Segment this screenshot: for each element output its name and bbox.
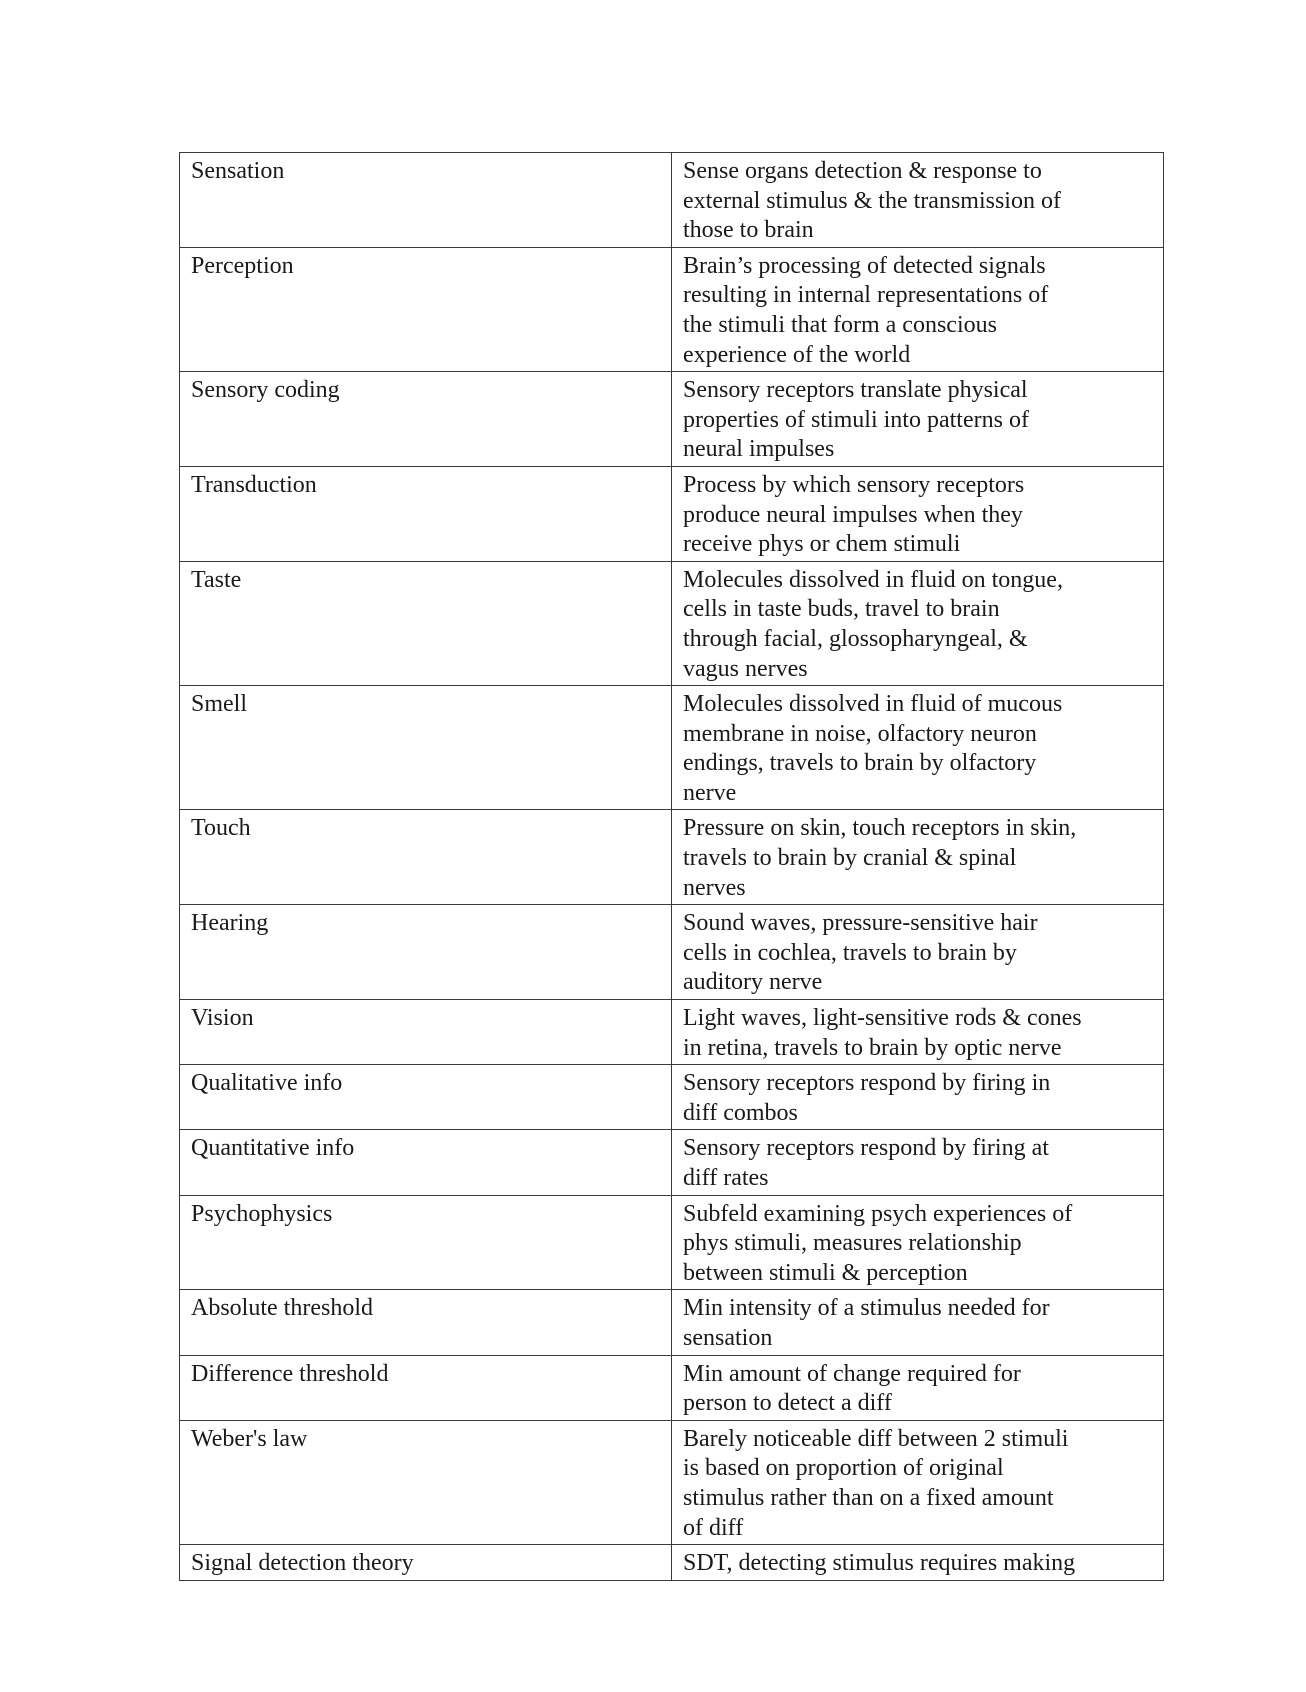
definition-line: Min intensity of a stimulus needed for	[683, 1295, 1050, 1322]
table-row	[180, 810, 1164, 905]
definition-line: diff combos	[683, 1099, 798, 1126]
definition-line: Molecules dissolved in fluid on tongue,	[683, 566, 1063, 593]
definition-cell	[672, 1065, 1164, 1130]
definition-cell	[672, 1000, 1164, 1065]
definition-cell	[672, 561, 1164, 685]
table-row	[180, 1290, 1164, 1355]
definition-line: auditory nerve	[683, 969, 823, 996]
definition-line: travels to brain by cranial & spinal	[683, 845, 1017, 872]
definition-line: Barely noticeable diff between 2 stimuli	[683, 1425, 1069, 1452]
definition-line: nerves	[683, 874, 746, 901]
definition-line: Sensory receptors respond by firing in	[683, 1070, 1051, 1097]
definition-line: Light waves, light-sensitive rods & cones	[683, 1005, 1082, 1032]
definition-line: Sensory receptors translate physical	[683, 377, 1028, 404]
term-text: Weber's law	[191, 1425, 308, 1452]
table-row	[180, 1545, 1164, 1581]
term-text: Psychophysics	[191, 1200, 333, 1227]
definition-cell	[672, 905, 1164, 1000]
definition-line: vagus nerves	[683, 655, 808, 682]
definition-line: nerve	[683, 779, 737, 806]
definition-line: of diff	[683, 1514, 744, 1541]
definition-cell	[672, 810, 1164, 905]
table-row	[180, 905, 1164, 1000]
definition-cell	[672, 247, 1164, 371]
definition-line: those to brain	[683, 217, 814, 244]
term-cell	[180, 372, 672, 467]
definition-line: person to detect a diff	[683, 1390, 892, 1417]
term-cell	[180, 1195, 672, 1290]
definition-line: the stimuli that form a conscious	[683, 311, 997, 338]
table-row	[180, 372, 1164, 467]
definition-line: produce neural impulses when they	[683, 501, 1023, 528]
term-text: Smell	[191, 691, 248, 718]
term-text: Taste	[191, 566, 242, 593]
term-cell	[180, 466, 672, 561]
definition-cell	[672, 372, 1164, 467]
term-text: Qualitative info	[191, 1070, 343, 1097]
table-row	[180, 153, 1164, 248]
definition-line: endings, travels to brain by olfactory	[683, 750, 1037, 777]
definition-line: through facial, glossopharyngeal, &	[683, 625, 1028, 652]
term-cell	[180, 810, 672, 905]
definition-line: Sensory receptors respond by firing at	[683, 1135, 1049, 1162]
definition-line: Sound waves, pressure-sensitive hair	[683, 910, 1038, 937]
glossary-table	[179, 152, 1164, 1581]
term-cell	[180, 1545, 672, 1581]
term-cell	[180, 686, 672, 810]
definition-line: diff rates	[683, 1165, 769, 1191]
table-row	[180, 1130, 1164, 1195]
definition-line: properties of stimuli into patterns of	[683, 406, 1029, 433]
table-row	[180, 1420, 1164, 1544]
definition-line: sensation	[683, 1324, 773, 1351]
table-row	[180, 1195, 1164, 1290]
definition-cell	[672, 1195, 1164, 1290]
definition-cell	[672, 1130, 1164, 1195]
definition-line: experience of the world	[683, 341, 911, 368]
definition-line: membrane in noise, olfactory neuron	[683, 720, 1037, 747]
definition-line: Pressure on skin, touch receptors in skin,	[683, 815, 1077, 842]
definition-line: Brain’s processing of detected signals	[683, 252, 1046, 279]
definition-line: between stimuli & perception	[683, 1259, 968, 1286]
definition-line: is based on proportion of original	[683, 1455, 1004, 1482]
term-text: Difference threshold	[191, 1360, 389, 1387]
table-row	[180, 1355, 1164, 1420]
definition-cell	[672, 1355, 1164, 1420]
table-row	[180, 686, 1164, 810]
definition-line: in retina, travels to brain by optic nerve	[683, 1034, 1062, 1061]
term-cell	[180, 1420, 672, 1544]
term-text: Transduction	[191, 471, 317, 498]
term-cell	[180, 1065, 672, 1130]
definition-line: Process by which sensory receptors	[683, 471, 1025, 498]
term-cell	[180, 1000, 672, 1065]
glossary-table-body	[180, 153, 1164, 1581]
term-text: Signal detection theory	[191, 1550, 414, 1577]
term-text: Absolute threshold	[191, 1295, 373, 1322]
term-cell	[180, 905, 672, 1000]
definition-cell	[672, 153, 1164, 248]
term-cell	[180, 561, 672, 685]
definition-line: phys stimuli, measures relationship	[683, 1230, 1022, 1257]
term-cell	[180, 153, 672, 248]
definition-line: Sense organs detection & response to	[683, 158, 1042, 184]
definition-line: Molecules dissolved in fluid of mucous	[683, 691, 1063, 718]
definition-line: stimulus rather than on a fixed amount	[683, 1484, 1054, 1511]
term-cell	[180, 1355, 672, 1420]
term-cell	[180, 247, 672, 371]
term-text: Hearing	[191, 910, 269, 937]
term-text: Sensation	[191, 158, 285, 184]
term-text: Vision	[191, 1005, 254, 1032]
definition-cell	[672, 1420, 1164, 1544]
definition-line: external stimulus & the transmission of	[683, 187, 1061, 214]
definition-line: cells in cochlea, travels to brain by	[683, 939, 1017, 966]
term-text: Perception	[191, 252, 294, 279]
definition-line: Min amount of change required for	[683, 1360, 1021, 1387]
table-row	[180, 561, 1164, 685]
definition-line: neural impulses	[683, 436, 835, 463]
definition-cell	[672, 1290, 1164, 1355]
term-text: Touch	[191, 815, 251, 842]
table-row	[180, 1000, 1164, 1065]
definition-cell	[672, 1545, 1164, 1581]
table-row	[180, 466, 1164, 561]
definition-cell	[672, 466, 1164, 561]
term-text: Quantitative info	[191, 1135, 355, 1162]
term-cell	[180, 1290, 672, 1355]
term-text: Sensory coding	[191, 377, 340, 404]
definition-line: cells in taste buds, travel to brain	[683, 596, 1000, 623]
table-row	[180, 1065, 1164, 1130]
definition-cell	[672, 686, 1164, 810]
definition-line: receive phys or chem stimuli	[683, 531, 961, 558]
definition-line: resulting in internal representations of	[683, 282, 1049, 309]
definition-line: SDT, detecting stimulus requires making	[683, 1550, 1076, 1577]
definition-line: Subfeld examining psych experiences of	[683, 1200, 1073, 1227]
term-cell	[180, 1130, 672, 1195]
table-row	[180, 247, 1164, 371]
